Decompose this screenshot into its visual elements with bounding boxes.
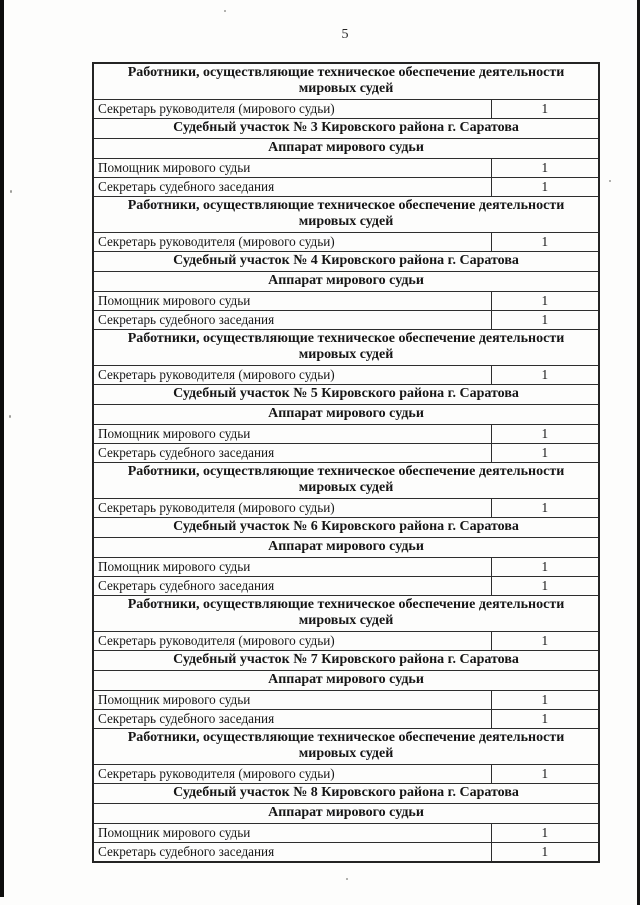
table-row bbox=[93, 178, 599, 197]
table-row bbox=[93, 784, 599, 804]
position-count: 1 bbox=[491, 100, 599, 119]
table-row bbox=[93, 577, 599, 596]
position-label: Секретарь судебного заседания bbox=[93, 444, 491, 463]
section-header: Судебный участок № 5 Кировского района г. Саратова bbox=[93, 385, 599, 405]
position-count: 1 bbox=[491, 632, 599, 651]
table-row bbox=[93, 272, 599, 292]
position-label: Секретарь судебного заседания bbox=[93, 710, 491, 729]
scan-speck bbox=[224, 10, 226, 12]
position-label: Секретарь руководителя (мирового судьи) bbox=[93, 366, 491, 385]
staffing-table bbox=[92, 62, 600, 863]
scan-speck bbox=[9, 415, 11, 418]
section-header: Аппарат мирового судьи bbox=[93, 804, 599, 824]
position-label: Секретарь судебного заседания bbox=[93, 577, 491, 596]
section-header: Аппарат мирового судьи bbox=[93, 671, 599, 691]
table-row bbox=[93, 824, 599, 843]
table-row bbox=[93, 651, 599, 671]
position-count: 1 bbox=[491, 577, 599, 596]
position-count: 1 bbox=[491, 824, 599, 843]
table-row bbox=[93, 804, 599, 824]
table-row bbox=[93, 311, 599, 330]
position-label: Помощник мирового судьи bbox=[93, 691, 491, 710]
scan-speck bbox=[609, 180, 611, 182]
position-label: Помощник мирового судьи bbox=[93, 824, 491, 843]
position-label: Секретарь судебного заседания bbox=[93, 178, 491, 197]
table-row bbox=[93, 63, 599, 100]
table-row bbox=[93, 538, 599, 558]
position-count: 1 bbox=[491, 178, 599, 197]
position-label: Помощник мирового судьи bbox=[93, 558, 491, 577]
table-row bbox=[93, 463, 599, 499]
section-header: Судебный участок № 6 Кировского района г. Саратова bbox=[93, 518, 599, 538]
table-row bbox=[93, 119, 599, 139]
table-row bbox=[93, 405, 599, 425]
position-count: 1 bbox=[491, 292, 599, 311]
section-header: Работники, осуществляющие техническое обеспечение деятельности мировых судей bbox=[93, 63, 599, 100]
section-header: Работники, осуществляющие техническое обеспечение деятельности мировых судей bbox=[93, 330, 599, 366]
section-header: Работники, осуществляющие техническое обеспечение деятельности мировых судей bbox=[93, 463, 599, 499]
table-row bbox=[93, 233, 599, 252]
section-header: Судебный участок № 8 Кировского района г. Саратова bbox=[93, 784, 599, 804]
position-count: 1 bbox=[491, 233, 599, 252]
table-row bbox=[93, 100, 599, 119]
position-label: Секретарь руководителя (мирового судьи) bbox=[93, 233, 491, 252]
table-row bbox=[93, 596, 599, 632]
section-header: Судебный участок № 7 Кировского района г. Саратова bbox=[93, 651, 599, 671]
position-count: 1 bbox=[491, 558, 599, 577]
position-count: 1 bbox=[491, 843, 599, 863]
section-header: Судебный участок № 4 Кировского района г. Саратова bbox=[93, 252, 599, 272]
position-label: Секретарь руководителя (мирового судьи) bbox=[93, 100, 491, 119]
scan-edge-left bbox=[0, 0, 4, 897]
section-header: Работники, осуществляющие техническое обеспечение деятельности мировых судей bbox=[93, 729, 599, 765]
position-count: 1 bbox=[491, 710, 599, 729]
position-label: Секретарь руководителя (мирового судьи) bbox=[93, 765, 491, 784]
table-row bbox=[93, 843, 599, 863]
section-header: Аппарат мирового судьи bbox=[93, 139, 599, 159]
table-row bbox=[93, 518, 599, 538]
table-row bbox=[93, 444, 599, 463]
table-row bbox=[93, 558, 599, 577]
table-row bbox=[93, 252, 599, 272]
position-count: 1 bbox=[491, 444, 599, 463]
position-count: 1 bbox=[491, 366, 599, 385]
table-row bbox=[93, 729, 599, 765]
position-label: Помощник мирового судьи bbox=[93, 159, 491, 178]
position-label: Секретарь руководителя (мирового судьи) bbox=[93, 632, 491, 651]
section-header: Аппарат мирового судьи bbox=[93, 405, 599, 425]
section-header: Судебный участок № 3 Кировского района г. Саратова bbox=[93, 119, 599, 139]
scan-speck bbox=[10, 190, 12, 193]
table-row bbox=[93, 765, 599, 784]
table-row bbox=[93, 292, 599, 311]
table-row bbox=[93, 425, 599, 444]
table-row bbox=[93, 691, 599, 710]
page-number: 5 bbox=[341, 27, 349, 42]
table-row bbox=[93, 632, 599, 651]
table-row bbox=[93, 499, 599, 518]
position-label: Секретарь судебного заседания bbox=[93, 311, 491, 330]
table-row bbox=[93, 385, 599, 405]
table-row bbox=[93, 330, 599, 366]
staffing-table-body bbox=[93, 63, 599, 862]
scan-speck bbox=[346, 878, 348, 880]
position-count: 1 bbox=[491, 311, 599, 330]
position-count: 1 bbox=[491, 425, 599, 444]
table-row bbox=[93, 139, 599, 159]
position-count: 1 bbox=[491, 499, 599, 518]
position-count: 1 bbox=[491, 691, 599, 710]
table-row bbox=[93, 671, 599, 691]
table-row bbox=[93, 197, 599, 233]
section-header: Аппарат мирового судьи bbox=[93, 538, 599, 558]
table-row bbox=[93, 366, 599, 385]
table-row bbox=[93, 159, 599, 178]
section-header: Аппарат мирового судьи bbox=[93, 272, 599, 292]
position-label: Секретарь судебного заседания bbox=[93, 843, 491, 863]
position-count: 1 bbox=[491, 765, 599, 784]
position-label: Помощник мирового судьи bbox=[93, 292, 491, 311]
section-header: Работники, осуществляющие техническое обеспечение деятельности мировых судей bbox=[93, 596, 599, 632]
section-header: Работники, осуществляющие техническое обеспечение деятельности мировых судей bbox=[93, 197, 599, 233]
position-label: Помощник мирового судьи bbox=[93, 425, 491, 444]
table-row bbox=[93, 710, 599, 729]
position-count: 1 bbox=[491, 159, 599, 178]
position-label: Секретарь руководителя (мирового судьи) bbox=[93, 499, 491, 518]
